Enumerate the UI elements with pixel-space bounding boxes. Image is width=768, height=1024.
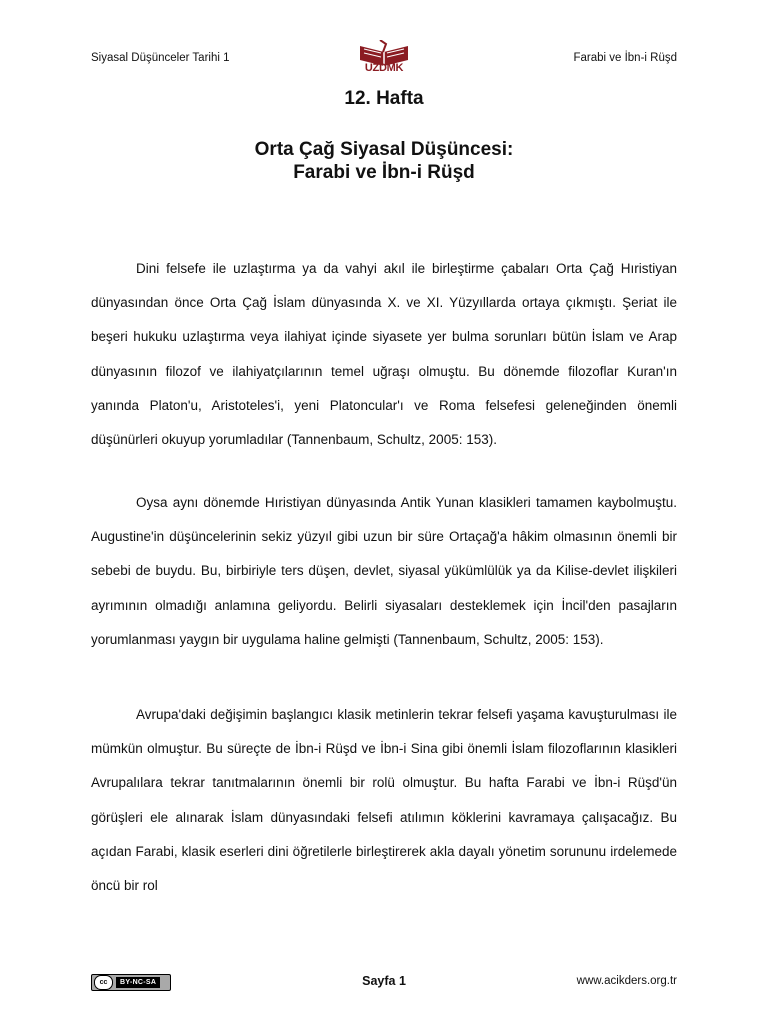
header-chapter-title: Farabi ve İbn-i Rüşd — [573, 52, 677, 64]
paragraph-1 — [91, 252, 677, 457]
main-title-line-1: Orta Çağ Siyasal Düşüncesi: — [254, 139, 514, 160]
license-label: BY-NC-SA — [116, 977, 160, 988]
week-heading: 12. Hafta — [344, 88, 424, 109]
footer-url: www.acikders.org.tr — [576, 975, 677, 987]
header-course-title: Siyasal Düşünceler Tarihi 1 — [91, 52, 230, 64]
cc-icon: cc — [94, 975, 113, 990]
logo-text: UZDMK — [364, 62, 404, 74]
page-number: Sayfa 1 — [362, 974, 406, 988]
paragraph-1-text: Dini felsefe ile uzlaştırma ya da vahyi akıl ile birleştirme çabaları Orta Çağ Hıristiyan dünyasından önce Orta Çağ İslam dünyasında X. ve XI. Yüzyıllarda ortaya çıkmıştı. Şeriat ile beşeri hukuku uzlaştırma veya ilahiyat içinde siyasete yer bulma sorunları bütün İslam ve Arap dünyasının filozof ve ilahiyatçılarının temel uğraşı olmuştu. Bu dönemde filozoflar Kuran'ın yanında Platon'u, Aristoteles'i, yeni Platoncular'ı ve Roma felsefesi geleneğinden önemli düşünürleri okuyup yorumladılar (Tannenbaum, Schultz, 2005: 153). — [91, 261, 677, 448]
paragraph-3 — [91, 698, 677, 903]
paragraph-3-text: Avrupa'daki değişimin başlangıcı klasik metinlerin tekrar felsefi yaşama kavuşturulması ile mümkün olmuştur. Bu süreçte de İbn-i Rüşd ve İbn-i Sina gibi önemli İslam filozoflarının klasikleri Avrupalılara tekrar tanıtmalarının önemli bir rolü olmuştur. Bu hafta Farabi ve İbn-i Rüşd'ün görüşleri ele alınarak İslam dünyasındaki felsefi atılımın köklerini kavramaya çalışacağız. Bu açıdan Farabi, klasik eserleri dini öğretilerle birleştirerek akla dayalı yönetim sorununu irdelemede öncü bir rol — [91, 707, 677, 894]
paragraph-2-text: Oysa aynı dönemde Hıristiyan dünyasında Antik Yunan klasikleri tamamen kaybolmuştu. Augustine'in düşüncelerinin sekiz yüzyıl gibi uzun bir süre Ortaçağ'a hâkim olmasının önemli bir sebebi de buydu. Bu, birbiriyle ters düşen, devlet, siyasal yükümlülük ya da Kilise-devlet ilişkileri ayrımının olmadığı anlamına geliyordu. Belirli siyasaları desteklemek için İncil'den pasajların yorumlanması yaygın bir uygulama haline gelmişti (Tannenbaum, Schultz, 2005: 153). — [91, 495, 677, 647]
paragraph-2 — [91, 486, 677, 657]
main-title-line-2: Farabi ve İbn-i Rüşd — [293, 162, 475, 183]
university-logo — [350, 40, 418, 78]
